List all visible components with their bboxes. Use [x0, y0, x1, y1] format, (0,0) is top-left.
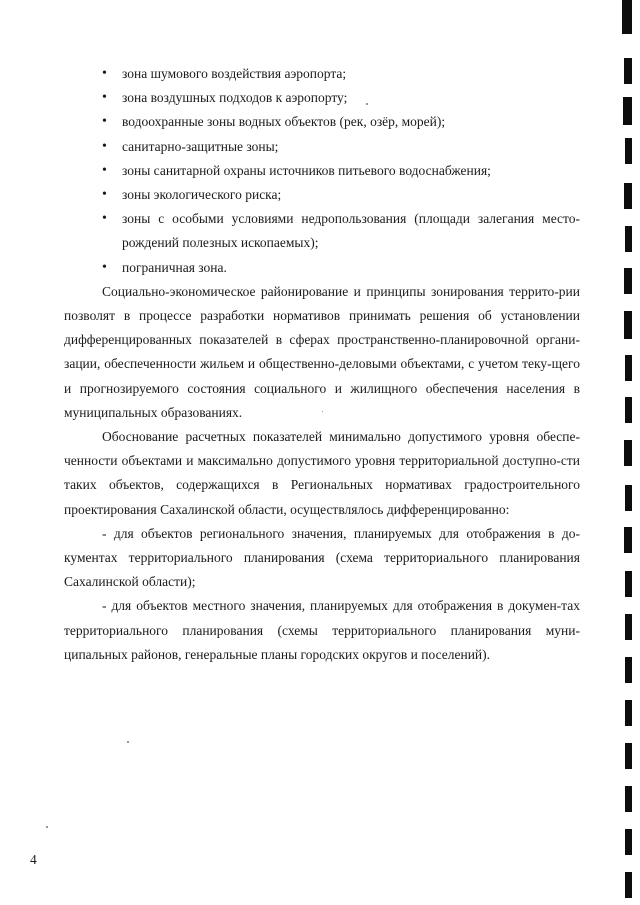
- list-item: [64, 159, 580, 183]
- zone-list: [64, 62, 580, 280]
- scan-edge-mark: [625, 226, 632, 252]
- scan-speck: [127, 741, 129, 743]
- scan-edge-mark: [625, 829, 632, 855]
- list-item-text: зоны санитарной охраны источников питьевого водоснабжения;: [122, 162, 491, 178]
- list-item-text: санитарно-защитные зоны;: [122, 138, 279, 154]
- scan-edge-mark: [625, 700, 632, 726]
- list-item-text: зоны с особыми условиями недропользования (площади залегания место-рождений полезных ископаемых);: [122, 211, 580, 251]
- bullet-icon: •: [102, 211, 107, 227]
- bullet-icon: •: [102, 187, 107, 203]
- bullet-icon: •: [102, 162, 107, 178]
- bullet-icon: •: [102, 66, 107, 81]
- bullet-icon: •: [102, 114, 107, 130]
- list-item: [64, 135, 580, 159]
- list-item: [64, 110, 580, 134]
- list-item-text: зона шумового воздействия аэропорта;: [122, 66, 347, 81]
- scan-edge-mark: [624, 440, 632, 466]
- scan-edge-mark: [625, 571, 632, 597]
- scan-edge-mark: [625, 614, 632, 640]
- scan-edge-mark: [623, 97, 632, 125]
- scan-edge-mark: [625, 397, 632, 423]
- page-number: 4: [30, 852, 37, 867]
- paragraph-local-objects: - для объектов местного значения, планируемых для отображения в докумен-тах территориального планирования (схемы территориального планирования муни-ципальных районов, генеральные планы городских округов и поселений).: [64, 598, 580, 662]
- list-item-text: пограничная зона.: [122, 259, 227, 275]
- scan-edge-mark: [625, 485, 632, 511]
- scan-edge-mark: [624, 268, 632, 294]
- list-item: [64, 62, 580, 86]
- paragraph-zoning: Социально-экономическое районирование и принципы зонирования террито-рии позволят в процессе разработки нормативов принимать решения об установлении дифференцированных показателей в сферах пространственно-планировочной органи-зации, обеспеченности жильем и общественно-деловыми объектами, с учетом теку-щего и прогнозируемого состояния социального и жилищного обеспечения населения в муниципальных образованиях.: [64, 283, 580, 420]
- scan-edge-mark: [625, 743, 632, 769]
- scan-edge-mark: [625, 657, 632, 683]
- list-item: [64, 207, 580, 255]
- scan-edge-mark: [624, 183, 632, 209]
- scan-edge-mark: [625, 355, 632, 381]
- list-item: [64, 183, 580, 207]
- list-item-text: зона воздушных подходов к аэропорту;: [122, 90, 348, 106]
- scan-edge-mark: [625, 872, 632, 898]
- list-item: [64, 86, 580, 110]
- list-item: [64, 256, 580, 280]
- scan-edge-mark: [624, 311, 632, 339]
- scan-edge-mark: [622, 0, 632, 34]
- bullet-icon: •: [102, 138, 107, 154]
- scan-speck: [46, 826, 48, 828]
- list-item-text: водоохранные зоны водных объектов (рек, озёр, морей);: [122, 114, 446, 130]
- scan-edge-mark: [625, 138, 632, 164]
- bullet-icon: •: [102, 259, 107, 275]
- list-item-text: зоны экологического риска;: [122, 187, 282, 203]
- bullet-icon: •: [102, 90, 107, 106]
- scan-edge-mark: [624, 527, 632, 553]
- scan-edge-mark: [624, 58, 632, 84]
- scan-edge-mark: [625, 786, 632, 812]
- page-body: [64, 62, 580, 667]
- paragraph-regional-objects: - для объектов регионального значения, планируемых для отображения в до-кументах территориального планирования (схема территориального планирования Сахалинской области);: [64, 525, 580, 590]
- paragraph-justification: Обоснование расчетных показателей минимально допустимого уровня обеспе-ченности объектами и максимально допустимого уровня территориальной доступно-сти таких объектов, содержащихся в Региональных нормативах градостроительного проектирования Сахалинской области, осуществлялось дифференцированно:: [64, 429, 580, 517]
